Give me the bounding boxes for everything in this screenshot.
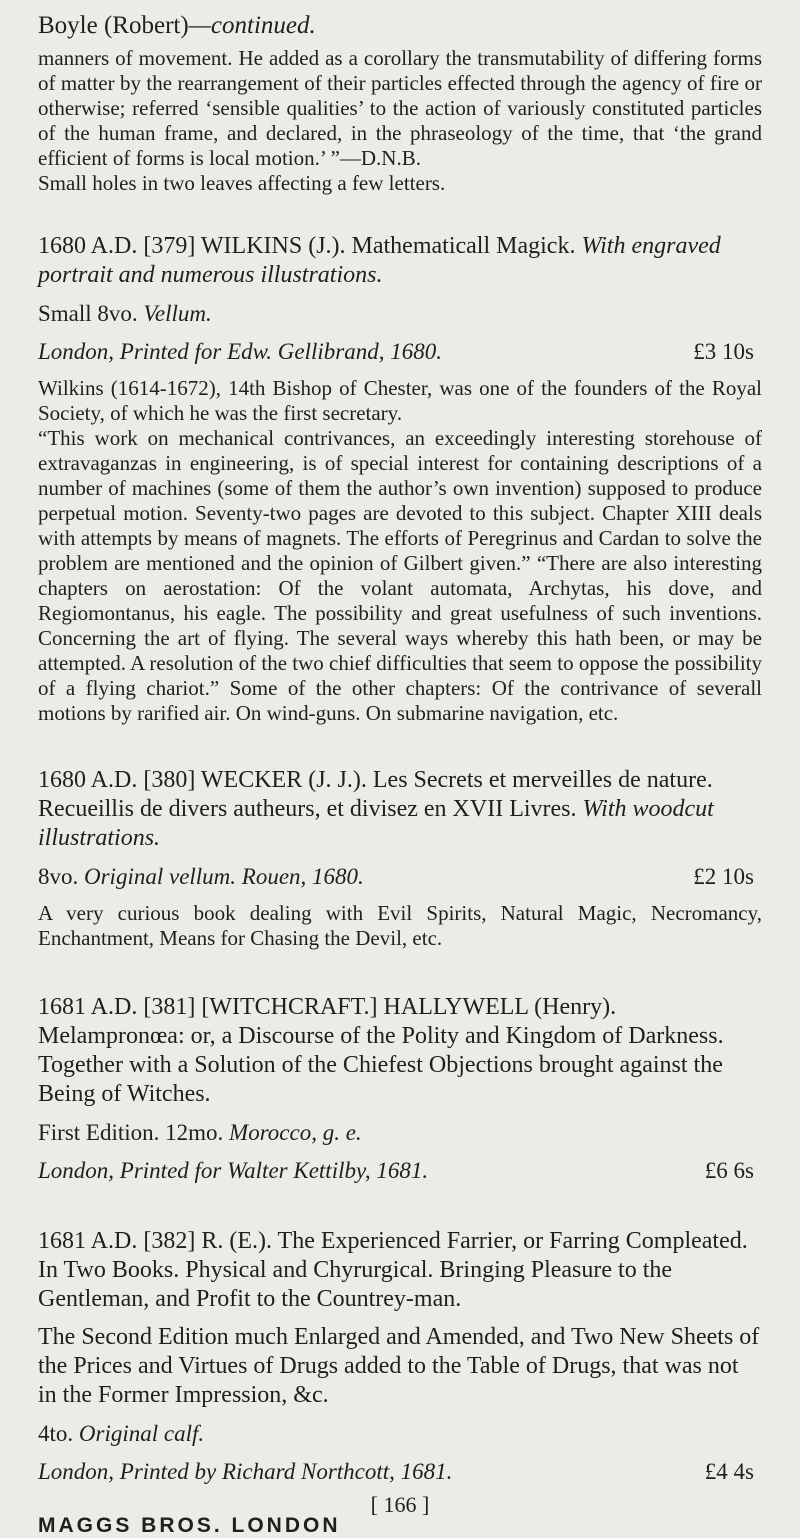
entry-subheading: The Second Edition much Enlarged and Amended, and Two New Sheets of the Prices and Virtues of Drugs added to the Table of Drugs, that was not in the Former Impression, &c. [38,1324,760,1408]
entry-price: £6 6s [704,1158,754,1183]
entry-heading: 1680 A.D. [380] WECKER (J. J.). Les Secrets et merveilles de nature. Recueillis de divers autheurs, et divisez en XVII Livres. With woodcut illustrations. [38,767,714,851]
page-number: [ 166 ] [370,1492,430,1517]
boyle-text: manners of movement. He added as a corollary the transmutability of differing forms of matter by the rearrangement of their particles effected through the agency of fire or otherwise; referred ‘sensible qualities’ to the action of variously constituted particles of the human frame, and declared, in the phraseology of the time, that ‘the grand efficient of forms is local motion.’ ”—D.N.B. [38,46,762,170]
entry-imprint-row [38,1457,762,1486]
entry-imprint: London, Printed by Richard Northcott, 1681. [38,1459,453,1484]
entry-price: £3 10s [693,339,754,364]
entry-heading: 1680 A.D. [379] WILKINS (J.). Mathematicall Magick. With engraved portrait and numerous illustrations. [38,233,721,288]
entry-heading: 1681 A.D. [381] [WITCHCRAFT.] HALLYWELL (Henry). Melampronœa: or, a Discourse of the Polity and Kingdom of Darkness. Together with a Solution of the Chiefest Objections brought against the Being of Witches. [38,994,724,1107]
catalogue-entry-379 [38,232,762,726]
entry-price: £4 4s [704,1459,754,1484]
running-head [38,10,762,42]
page-footer [38,1492,762,1536]
entry-format-row [38,862,762,891]
entry-note: A very curious book dealing with Evil Spirits, Natural Magic, Necromancy, Enchantment, Means for Chasing the Devil, etc. [38,901,762,950]
entry-format: 4to. Original calf. [38,1421,205,1446]
catalogue-entry-382 [38,1227,762,1486]
running-head-continued: —continued. [188,12,316,39]
entry-imprint: London, Printed for Edw. Gellibrand, 1680. [38,339,442,364]
entry-imprint-row [38,1156,762,1185]
entry-imprint-row [38,337,762,366]
catalogue-entry-381 [38,993,762,1185]
boyle-note: Small holes in two leaves affecting a few letters. [38,171,446,195]
entry-note: “This work on mechanical contrivances, an exceedingly interesting storehouse of extravaganzas in engineering, is of special interest for containing descriptions of a number of machines (some of them the author’s own invention) supposed to produce perpetual motion. Seventy-two pages are devoted to this subject. Chapter XIII deals with attempts by means of magnets. The efforts of Peregrinus and Cardan to solve the problem are mentioned and the opinion of Gilbert given.” “There are also interesting chapters on aerostation: Of the volant automata, Archytas, his dove, and Regiomontanus, his eagle. The possibility and great usefulness of such inventions. Concerning the art of flying. The several ways whereby this hath been, or may be attempted. A resolution of the two chief difficulties that seem to oppose the possibility of a flying chariot.” Some of the other chapters: Of the contrivance of severall motions by rarified air. On wind-guns. On submarine navigation, etc. [38,426,762,725]
entry-format: 8vo. Original vellum. Rouen, 1680. [38,864,364,889]
entry-note: Wilkins (1614-1672), 14th Bishop of Chester, was one of the founders of the Royal Society, of which he was the first secretary. [38,376,762,425]
entry-heading: 1681 A.D. [382] R. (E.). The Experienced Farrier, or Farring Compleated. In Two Books. Physical and Chyrurgical. Bringing Pleasure to the Gentleman, and Profit to the Countrey-man. [38,1228,748,1312]
entry-imprint: London, Printed for Walter Kettilby, 1681. [38,1158,429,1183]
entry-format: First Edition. 12mo. Morocco, g. e. [38,1120,362,1145]
publisher-imprint: MAGGS BROS. LONDON [38,1514,341,1537]
entry-format: Small 8vo. Vellum. [38,301,212,326]
running-head-name: Boyle (Robert) [38,12,189,39]
catalogue-entry-380 [38,766,762,951]
entry-price: £2 10s [693,864,754,889]
